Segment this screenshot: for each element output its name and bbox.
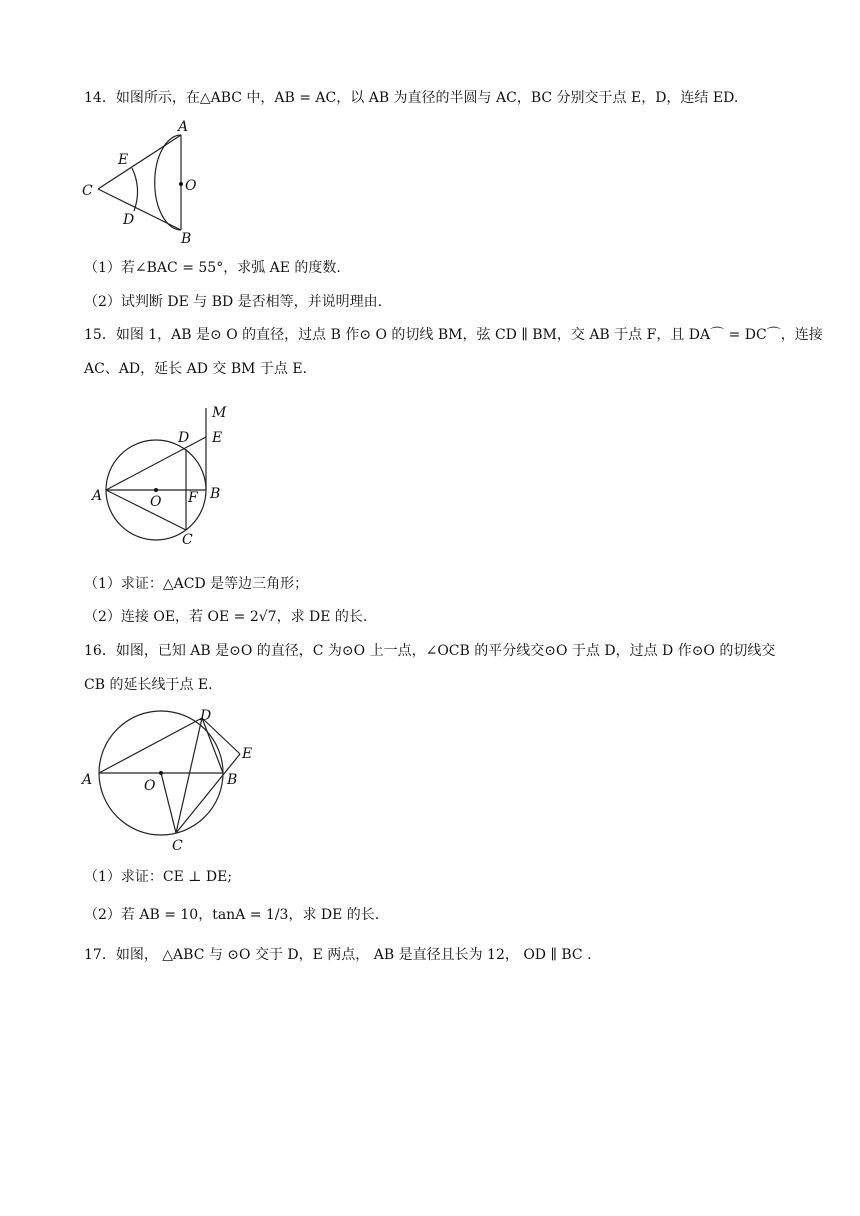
q14-figure bbox=[78, 118, 208, 248]
q16-segment-cd bbox=[176, 718, 202, 833]
q15-label-d: D bbox=[178, 430, 190, 446]
q14-stem: 14．如图所示，在△ABC 中，AB = AC，以 AB 为直径的半圆与 AC，BC 分别交于点 E，D，连结 ED. bbox=[84, 90, 739, 106]
q16-stem-line1: 16．如图，已知 AB 是⊙O 的直径，C 为⊙O 上一点，∠OCB 的平分线交⊙O 于点 D，过点 D 作⊙O 的切线交 bbox=[84, 643, 776, 659]
q15-stem-line2: AC、AD，延长 AD 交 BM 于点 E. bbox=[84, 361, 308, 377]
q14-label-o: O bbox=[185, 178, 197, 194]
q17-stem: 17．如图， △ABC 与 ⊙O 交于 D，E 两点， AB 是直径且长为 12， OD ∥ BC . bbox=[84, 947, 592, 963]
q16-part1: （1）求证：CE ⊥ DE; bbox=[84, 869, 233, 885]
q15-segment-ae bbox=[106, 437, 206, 490]
q14-label-d: D bbox=[123, 212, 135, 228]
q16-label-b: B bbox=[227, 772, 238, 788]
q15-label-a: A bbox=[92, 488, 103, 504]
q16-label-a: A bbox=[82, 772, 93, 788]
q15-label-o: O bbox=[150, 494, 162, 510]
q14-segment-ca bbox=[98, 135, 181, 189]
q16-label-d: D bbox=[200, 708, 212, 724]
q14-label-a: A bbox=[178, 119, 189, 135]
q16-label-c: C bbox=[172, 838, 183, 854]
q16-segment-ce bbox=[176, 754, 240, 833]
q16-figure bbox=[78, 706, 268, 856]
q14-label-b: B bbox=[181, 231, 192, 247]
q14-label-e: E bbox=[118, 152, 129, 168]
q15-stem-line1: 15．如图 1，AB 是⊙ O 的直径，过点 B 作⊙ O 的切线 BM，弦 CD ∥ BM，交 AB 于点 F，且 DA⌒ = DC⌒，连接 bbox=[84, 327, 823, 343]
q15-center-dot bbox=[154, 488, 158, 492]
q16-segment-oc bbox=[161, 773, 176, 833]
q15-part1: （1）求证：△ACD 是等边三角形； bbox=[84, 576, 309, 592]
q16-segment-ad bbox=[99, 718, 202, 773]
q15-part2: （2）连接 OE，若 OE = 2√7，求 DE 的长. bbox=[84, 609, 368, 625]
q14-segment-ed bbox=[132, 168, 138, 211]
q16-stem-line2: CB 的延长线于点 E. bbox=[84, 677, 213, 693]
q14-part1: （1）若∠BAC = 55°，求弧 AE 的度数. bbox=[84, 260, 341, 276]
q15-segment-ac bbox=[106, 490, 186, 530]
q15-label-c: C bbox=[182, 532, 193, 548]
q15-figure bbox=[88, 402, 238, 550]
q14-part2: （2）试判断 DE 与 BD 是否相等，并说明理由. bbox=[84, 294, 383, 310]
q14-segment-cb bbox=[98, 189, 181, 230]
q16-label-e: E bbox=[242, 746, 253, 762]
q15-label-b: B bbox=[210, 486, 221, 502]
q16-label-o: O bbox=[144, 778, 156, 794]
q15-label-f: F bbox=[188, 490, 198, 506]
q16-part2: （2）若 AB = 10，tanA = 1/3，求 DE 的长. bbox=[84, 907, 380, 923]
q15-label-e: E bbox=[212, 430, 223, 446]
q16-center-dot bbox=[159, 771, 163, 775]
q16-segment-db bbox=[202, 718, 223, 773]
q14-center-dot bbox=[179, 182, 183, 186]
q15-label-m: M bbox=[212, 405, 227, 421]
q14-label-c: C bbox=[82, 183, 93, 199]
